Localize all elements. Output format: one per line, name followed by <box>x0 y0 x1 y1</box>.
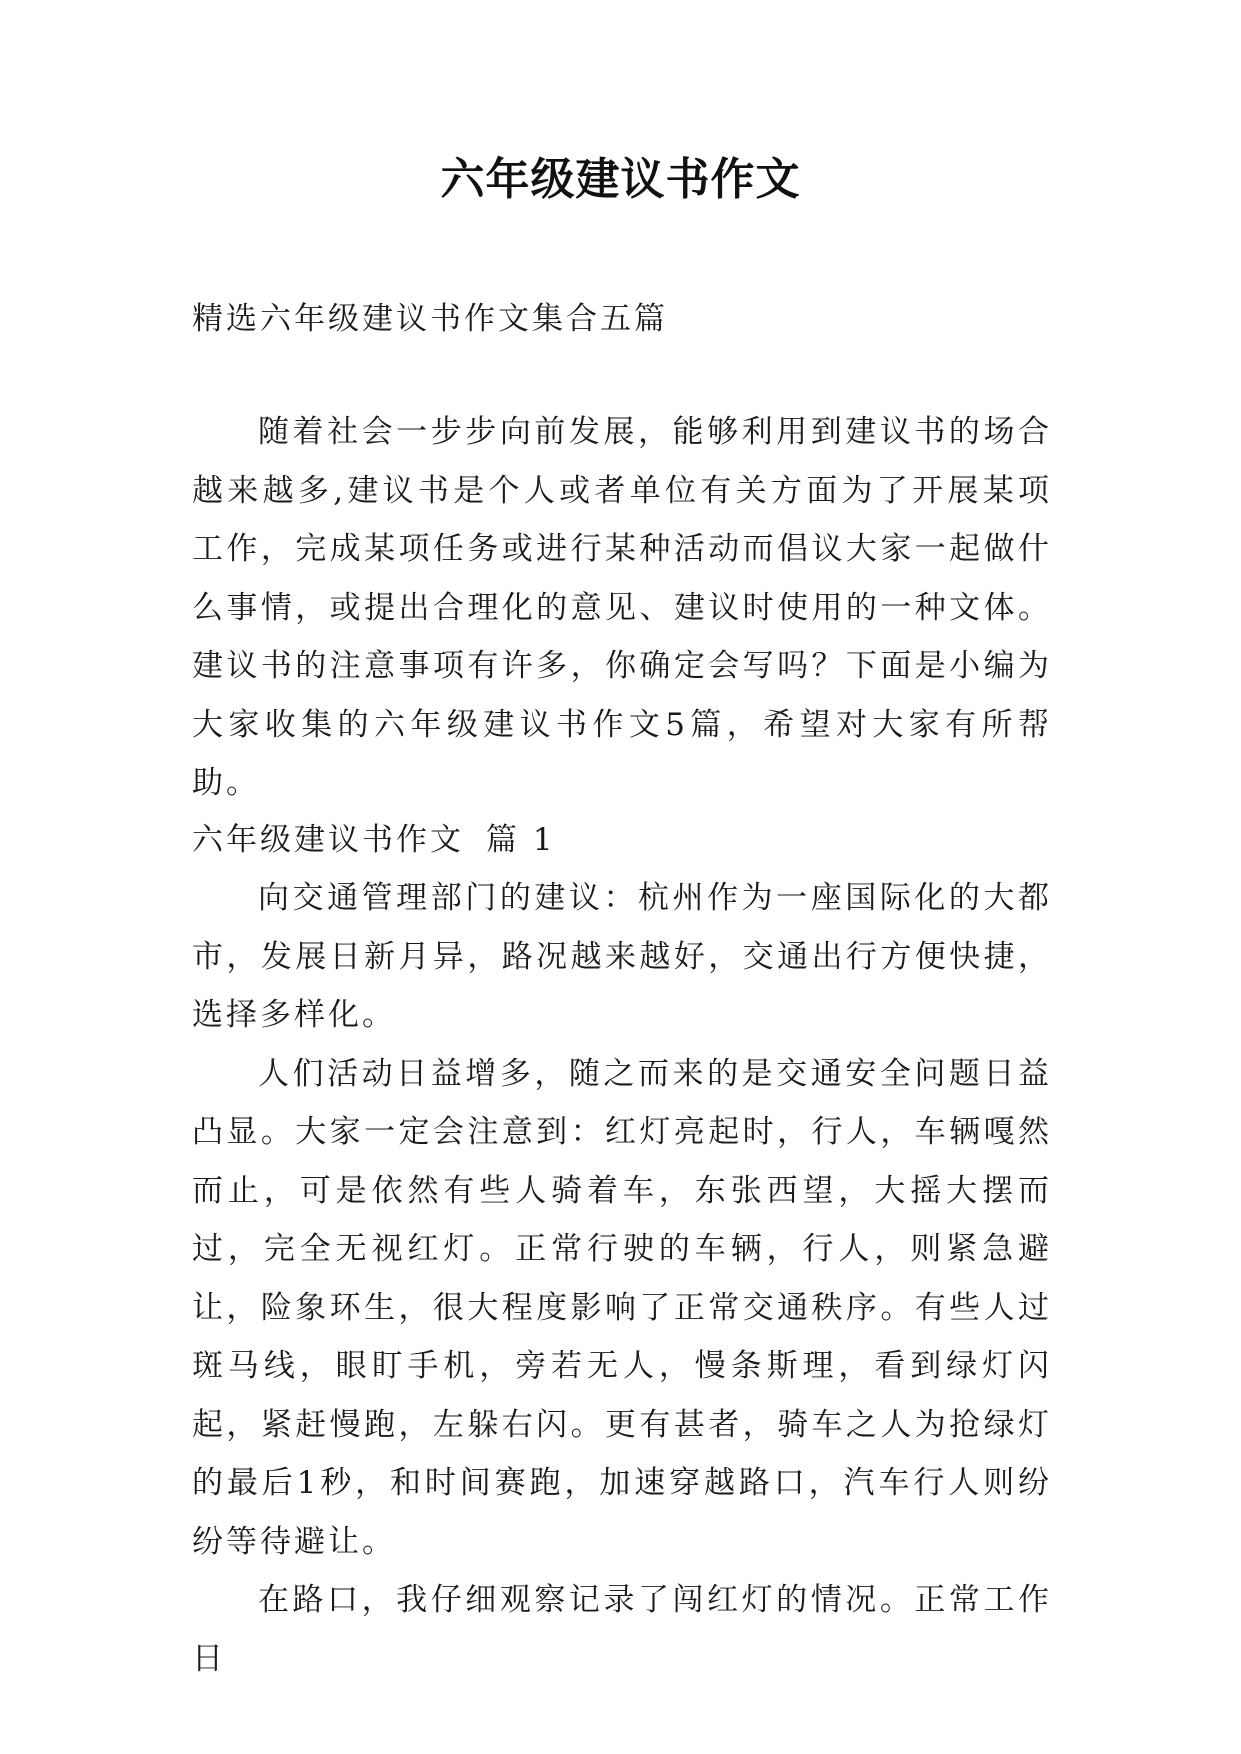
section-body <box>192 869 1052 1688</box>
section-heading-number: 篇 1 <box>486 822 556 858</box>
body-paragraph: 在路口，我仔细观察记录了闯红灯的情况。正常工作日 <box>192 1582 1052 1677</box>
body-paragraph: 向交通管理部门的建议：杭州作为一座国际化的大都市，发展日新月异，路况越来越好，交通出行方便快捷，选择多样化。 <box>192 880 1052 1033</box>
body-paragraph: 人们活动日益增多，随之而来的是交通安全问题日益凸显。大家一定会注意到：红灯亮起时，行人，车辆嘎然而止，可是依然有些人骑着车，东张西望，大摇大摆而过，完全无视红灯。正常行驶的车辆，行人，则紧急避让，险象环生，很大程度影响了正常交通秩序。有些人过斑马线，眼盯手机，旁若无人，慢条斯理，看到绿灯闪起，紧赶慢跑，左躲右闪。更有甚者，骑车之人为抢绿灯的最后1秒，和时间赛跑，加速穿越路口，汽车行人则纷纷等待避让。 <box>192 1055 1052 1560</box>
document-subtitle: 精选六年级建议书作文集合五篇 <box>192 301 668 337</box>
section-heading-title: 六年级建议书作文 <box>192 822 464 858</box>
document-title: 六年级建议书作文 <box>440 154 801 205</box>
section-heading <box>192 811 1052 869</box>
intro-paragraph: 随着社会一步步向前发展，能够利用到建议书的场合越来越多,建议书是个人或者单位有关方面为了开展某项工作，完成某项任务或进行某种活动而倡议大家一起做什么事情，或提出合理化的意见、建议时使用的一种文体。建议书的注意事项有许多，你确定会写吗？下面是小编为大家收集的六年级建议书作文5篇，希望对大家有所帮助。 <box>192 414 1052 801</box>
